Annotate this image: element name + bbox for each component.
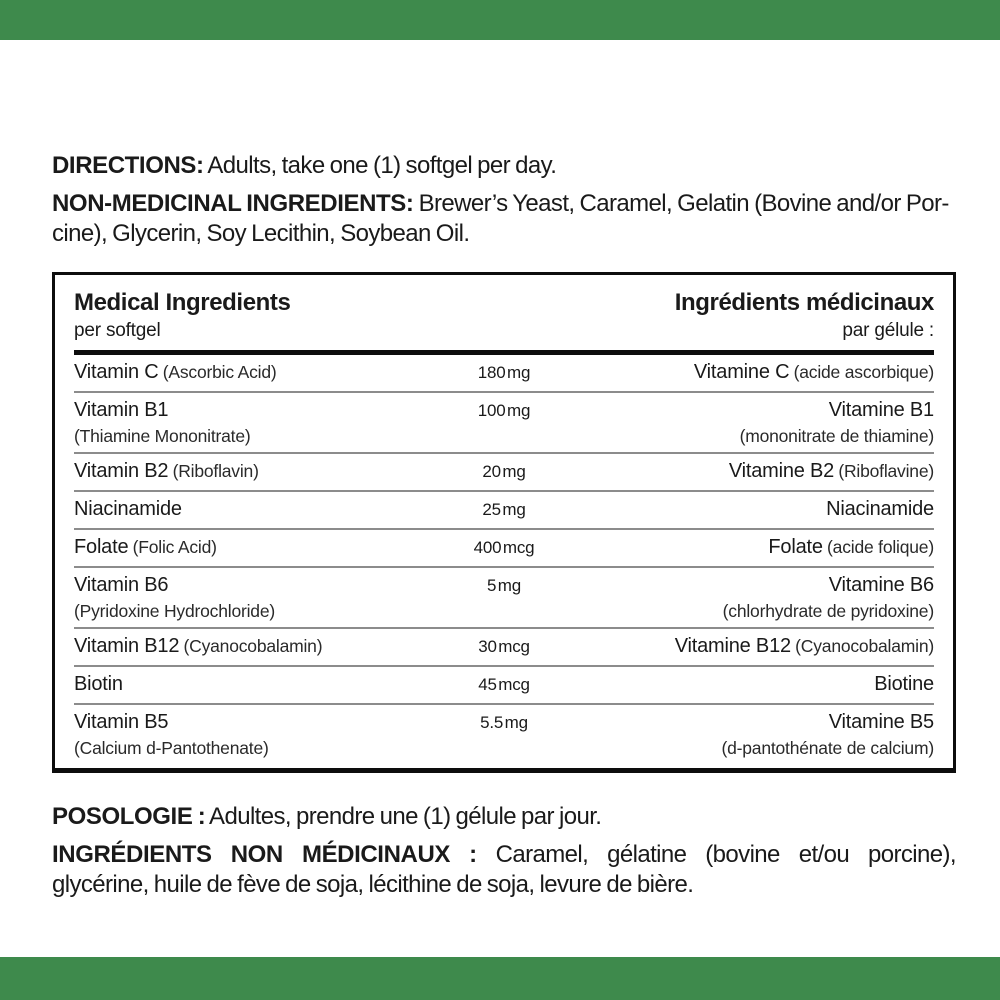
ingredient-en: Vitamin C (Ascorbic Acid) bbox=[74, 361, 277, 383]
table-row-niacinamide bbox=[74, 492, 934, 530]
ingredient-fr: Vitamine B12 (Cyanocobalamin) bbox=[674, 635, 934, 657]
table-row-biotin bbox=[74, 667, 934, 705]
non-medicinal-fr-label: INGRÉDIENTS NON MÉDICINAUX : bbox=[52, 841, 477, 868]
french-text-section bbox=[52, 802, 956, 900]
table-title-fr: Ingrédients médicinaux bbox=[674, 289, 934, 316]
ingredient-fr: Biotine bbox=[874, 673, 934, 695]
ingredient-amount: 5 mg bbox=[486, 576, 521, 595]
non-medicinal-en-line2: cine), Glycerin, Soy Lecithin, Soybean Oil. bbox=[52, 220, 470, 247]
non-medicinal-fr-line2: glycérine, huile de fève de soja, lécithine de soja, levure de bière. bbox=[52, 871, 694, 898]
ingredient-fr: Vitamine C (acide ascorbique) bbox=[693, 361, 934, 383]
label-content bbox=[0, 40, 1000, 900]
ingredient-amount: 5.5 mg bbox=[480, 713, 528, 732]
ingredient-fr: Folate (acide folique) bbox=[768, 536, 934, 558]
ingredient-amount: 400 mcg bbox=[473, 538, 535, 557]
ingredient-en: Biotin bbox=[74, 673, 123, 695]
table-subtitle-en: per softgel bbox=[74, 320, 161, 341]
posologie-fr bbox=[52, 802, 956, 832]
ingredient-en: Folate (Folic Acid) bbox=[74, 536, 217, 558]
non-medicinal-en bbox=[52, 189, 956, 249]
ingredient-en: Vitamin B2 (Riboflavin) bbox=[74, 460, 259, 482]
ingredient-fr: Vitamine B5 (d-pantothénate de calcium) bbox=[721, 711, 934, 758]
ingredient-en: Vitamin B5 (Calcium d-Pantothenate) bbox=[74, 711, 269, 758]
table-row-vitamin-b5 bbox=[74, 705, 934, 768]
ingredient-amount: 180 mg bbox=[477, 363, 531, 382]
ingredient-en: Vitamin B6 (Pyridoxine Hydrochloride) bbox=[74, 574, 275, 621]
table-header bbox=[74, 275, 934, 355]
ingredient-en: Niacinamide bbox=[74, 498, 182, 520]
table-row-vitamin-b6 bbox=[74, 568, 934, 629]
ingredient-amount: 20 mg bbox=[482, 462, 526, 481]
non-medicinal-fr bbox=[52, 840, 956, 900]
table-subtitle-fr: par gélule : bbox=[842, 320, 934, 341]
ingredient-en: Vitamin B1 (Thiamine Mononitrate) bbox=[74, 399, 251, 446]
ingredient-fr: Vitamine B6 (chlorhydrate de pyridoxine) bbox=[722, 574, 934, 621]
table-title-en: Medical Ingredients bbox=[74, 289, 291, 316]
table-row-vitamin-b2 bbox=[74, 454, 934, 492]
posologie-fr-label: POSOLOGIE : bbox=[52, 803, 206, 830]
ingredient-fr: Vitamine B1 (mononitrate de thiamine) bbox=[739, 399, 934, 446]
ingredient-amount: 100 mg bbox=[477, 401, 531, 420]
ingredient-fr: Niacinamide bbox=[826, 498, 934, 520]
non-medicinal-en-line1: Brewer’s Yeast, Caramel, Gelatin (Bovine and/or Por- bbox=[418, 190, 949, 217]
english-text-section bbox=[52, 151, 956, 249]
directions-en-text: Adults, take one (1) softgel per day. bbox=[207, 152, 557, 179]
directions-en-label: DIRECTIONS: bbox=[52, 152, 204, 179]
ingredient-en: Vitamin B12 (Cyanocobalamin) bbox=[74, 635, 323, 657]
ingredient-amount: 30 mcg bbox=[478, 637, 530, 656]
directions-en bbox=[52, 151, 956, 181]
ingredient-amount: 45 mcg bbox=[478, 675, 530, 694]
ingredient-amount: 25 mg bbox=[482, 500, 526, 519]
posologie-fr-text: Adultes, prendre une (1) gélule par jour. bbox=[209, 803, 602, 830]
table-row-vitamin-c bbox=[74, 355, 934, 393]
medical-ingredients-table bbox=[52, 272, 956, 773]
table-row-vitamin-b12 bbox=[74, 629, 934, 667]
non-medicinal-en-label: NON-MEDICINAL INGREDIENTS: bbox=[52, 190, 414, 217]
ingredient-fr: Vitamine B2 (Riboflavine) bbox=[728, 460, 934, 482]
non-medicinal-fr-line1: Caramel, gélatine (bovine et/ou porcine), bbox=[495, 841, 956, 868]
table-row-folate bbox=[74, 530, 934, 568]
table-row-vitamin-b1 bbox=[74, 393, 934, 454]
top-green-bar bbox=[0, 0, 1000, 40]
bottom-green-bar bbox=[0, 957, 1000, 1000]
